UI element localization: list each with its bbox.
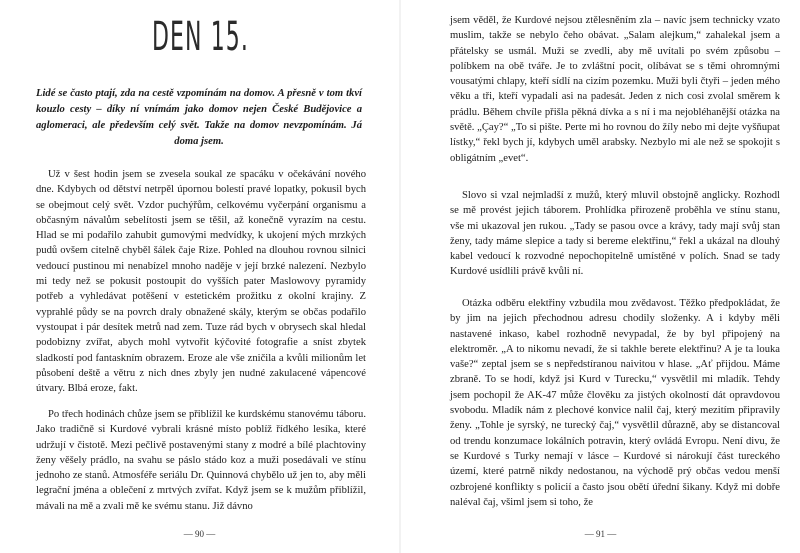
paragraph: Slovo si vzal nejmladší z mužů, který mluvil obstojně anglicky. Rozhodl se mě provést jejich táborem. Prohlídka přirozeně proběhla ve stínu stanu, vše mi ukazoval jen rukou. „Tady se pasou ovce a krávy, tady mají svůj stan ženy, tady máme slepice a tady si bereme elektřinu,“ řekl a ukázal na dlouhý kabel vedoucí k rozvodné nepochopitelně umístěné v polích. Snad se tady Kurdové usídlili právě kvůli ní. <box>450 190 780 278</box>
page-number: — 91 — <box>584 529 617 539</box>
paragraph: Už v šest hodin jsem se zvesela soukal ze spacáku v očekávání nového dne. Kdybych od dětství netrpěl úpornou bolestí pravé lopatky, pokusil bych se obejmout celý svět. Vzdor puchýřům, celkovému vyčerpání organismu a občasným návalům sebelítosti jsem se těšil, až konečně vyrazím na cestu. Hlad se mi podařilo zahubit gumovými medvídky, k ukojení mých mrzkých pudů ovšem citelně chyběl šálek čaje Rize. Pohled na dlouhou rovnou silnici vedoucí pustinou mi nenabízel mnoho naděje v její brzké nalezení. Nezbylo mi tedy než se pokusit postoupit do vyšších pater Maslowovy pyramidy potřeb a vyhledávat potěšení v estetickém prožitku z okolní krajiny. Z vyprahlé půdy se na povrch draly obnažené skály, kterým se občas podařilo vystoupat i pár desítek metrů nad zem. Tuze rád bych v obrysech skal hledal podobizny zvířat, abych mohl vytvořit kýčovité fotografie a sníst zbytek sladkostí pod fantaskním obrazem. Eroze ale vše zničila a kvůli milionům let působení deště a větru z nich dnes zbyly jen nudné zakulacené vápencové útvary. Blbá eroze, fakt. <box>36 169 366 395</box>
chapter-intro: Lidé se často ptají, zda na cestě vzpomínám na domov. A přesně v tom tkví kouzlo cesty – díky ní vnímám jako domov nejen České Budějovice a aglomeraci, ale především celý svět. Takže na domov nevzpomínám. Já doma jsem. <box>36 88 362 147</box>
right-page <box>401 0 800 553</box>
page-number: — 90 — <box>183 529 216 539</box>
left-page <box>0 0 399 553</box>
paragraph: jsem věděl, že Kurdové nejsou ztělesněním zla – navíc jsem technicky vzato muslim, takže se nebylo čeho obávat. „Salam alejkum,“ zahalekal jsem a přátelsky se usmál. Muži se zvedli, aby mě uvítali po svém způsobu – políbkem na obě tváře. Je to zvláštní pocit, olíbávat se s těmi ohromnými vousatými chlapy, kteří sídlí na cizím pozemku. Muži byli čtyři – jeden mého věku a tři, kteří vypadali asi na padesát. Jeden z nich cosi zvolal směrem k prádlu. Během chvíle přišla pěkná dívka a s ní i ma nejobléhanější otázka na světě. „Çay?“ „To si pište. Perte mi ho rovnou do žíly nebo mi dejte vyšňupat lístky,“ řekl bych jí, kdybych uměl arabsky. Nezbylo mi ale než se spokojit s obligátním „evet“. <box>450 15 780 164</box>
chapter-title: DEN 15. <box>152 14 249 60</box>
paragraph: Otázka odběru elektřiny vzbudila mou zvědavost. Těžko předpokládat, že by jim na jejich přechodnou adresu chodily složenky. A i kdyby měli nastavené inkaso, kabel rozhodně nevypadal, že by byl připojený na elektroměr. „A to nikomu nevadí, že si takhle berete elektřinu? A je ta louka vaše?“ zeptal jsem se s nepředstíranou naivitou v hlase. „Ať přijdou. Máme zbraně. To se hodí, když jsi Kurd v Turecku,“ vysvětlil mi mladík. Tehdy jsem pochopil že AK-47 může člověku za jistých okolností dát opravdovou svobodu. Mladík nám z plechové konvice nalil čaj, který mezitím připravily ženy. „Tohle je syrský, ne turecký čaj,“ vysvětlil důrazně, aby se distancoval od trendu konzumace lokálních potravin, který ovládá Evropu. Není divu, že se Kurdové s Turky nemají v lásce – Kurdové si nárokují část tureckého území, které patrně nikdy nedostanou, na východě prý občas vedou menší ozbrojené konflikty s policií a často jsou obětí úřední šikany. Když mi dobře naléval čaj, všiml jsem si toho, že <box>450 298 780 508</box>
paragraph: Po třech hodinách chůze jsem se přiblížil ke kurdskému stanovému táboru. Jako tradičně si Kurdové vybrali krásné místo poblíž řídkého lesíka, které udržují v čistotě. Mezi pečlivě postavenými stany z modré a bílé plachtoviny ženy věšely prádlo, na svahu se páslo stádo koz a muži posedávali ve stínu jednoho ze stanů. Atmosféře seriálu Dr. Quinnová chybělo už jen to, aby měli legrační jména a oblečení z mrtvých zvířat. Když jsem se k mužům přiblížil, mávali na mě a zvali mě ke svému stanu. Již dávno <box>36 409 366 512</box>
